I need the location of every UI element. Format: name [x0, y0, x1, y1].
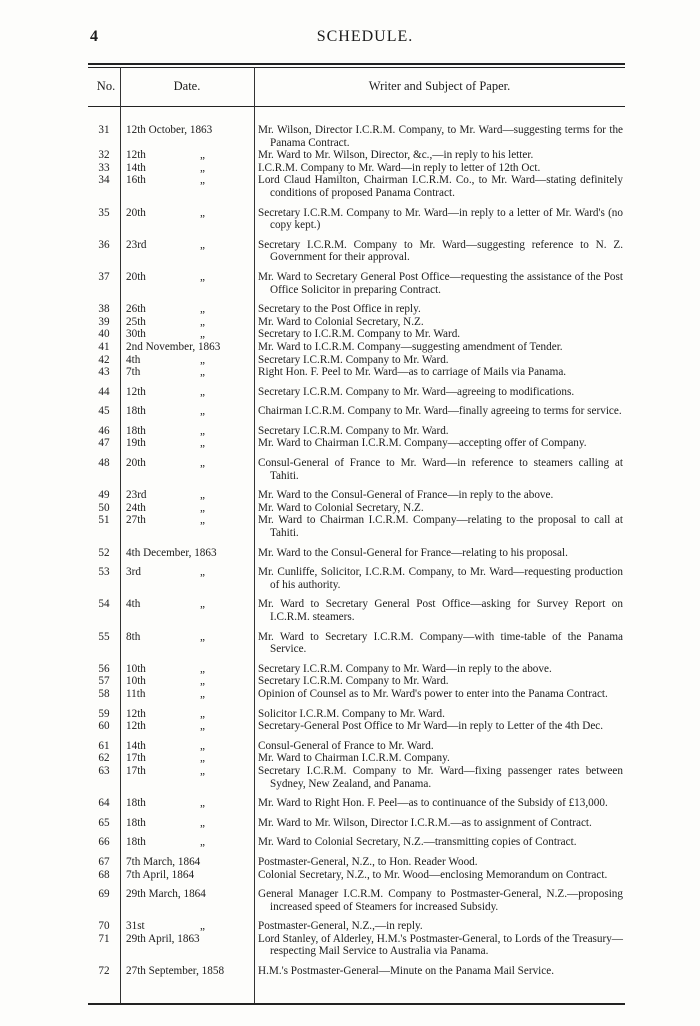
entry-subject: Mr. Ward to Colonial Secretary, N.Z. — [258, 315, 424, 328]
entry-date-text: 12th October, 1863 — [126, 124, 213, 136]
entry-date-text: 3rd — [126, 566, 141, 579]
entry-date-text: 12th — [126, 149, 146, 162]
schedule-entry — [88, 888, 625, 913]
entry-date — [120, 752, 254, 765]
schedule-entry — [88, 933, 625, 958]
entry-date — [120, 740, 254, 753]
entry-date — [120, 869, 254, 882]
schedule-entry — [88, 856, 625, 869]
schedule-entry — [88, 366, 625, 379]
entry-date — [120, 239, 254, 264]
entry-number: 35 — [98, 206, 110, 219]
entry-date-text: 19th — [126, 437, 146, 450]
entry-subject: Mr. Ward to Chairman I.C.R.M. Company. — [258, 752, 450, 765]
entry-subject: Chairman I.C.R.M. Company to Mr. Ward—finally agreeing to terms for service. — [258, 405, 622, 418]
entry-date — [120, 341, 254, 354]
entry-date-text: 20th — [126, 457, 146, 470]
ditto-mark: „ — [200, 161, 205, 174]
entry-number: 67 — [98, 855, 110, 868]
entry-date — [120, 933, 254, 958]
entry-date-text: 27th — [126, 514, 146, 527]
entry-subject: Mr. Ward to the Consul-General for France—relating to his proposal. — [258, 546, 568, 559]
entry-subject: Secretary I.C.R.M. Company to Mr. Ward. — [258, 353, 449, 366]
entry-number: 58 — [98, 687, 110, 700]
schedule-entry — [88, 174, 625, 199]
entry-date — [120, 489, 254, 502]
column-header-subject: Writer and Subject of Paper. — [368, 79, 511, 93]
entry-subject: Secretary I.C.R.M. Company to Mr. Ward—suggesting reference to N. Z. Government for their approval. — [258, 238, 623, 264]
entry-number: 45 — [98, 405, 110, 418]
entry-subject: I.C.R.M. Company to Mr. Ward—in reply to letter of 12th Oct. — [258, 161, 541, 174]
entry-number: 68 — [98, 868, 110, 881]
ditto-mark: „ — [200, 630, 205, 643]
ditto-mark: „ — [200, 405, 205, 418]
entry-date — [120, 888, 254, 913]
entry-date-text: 18th — [126, 797, 146, 810]
entry-date — [120, 797, 254, 810]
entry-date — [120, 514, 254, 539]
column-header-no: No. — [96, 79, 116, 93]
entry-date-text: 31st — [126, 920, 145, 933]
schedule-entry — [88, 514, 625, 539]
schedule-entry — [88, 566, 625, 591]
entry-number: 57 — [98, 675, 110, 688]
schedule-entry — [88, 405, 625, 418]
schedule-entry — [88, 149, 625, 162]
entry-date-text: 18th — [126, 816, 146, 829]
bottom-rule — [88, 1003, 625, 1005]
entry-date-text: 18th — [126, 836, 146, 849]
entry-date-text: 12th — [126, 385, 146, 398]
header-rule — [88, 106, 625, 107]
schedule-entry — [88, 740, 625, 753]
ditto-mark: „ — [200, 457, 205, 470]
ditto-mark: „ — [200, 303, 205, 316]
entry-date — [120, 920, 254, 933]
schedule-entry — [88, 502, 625, 515]
schedule-entry — [88, 631, 625, 656]
entry-subject: Mr. Ward to the Consul-General of France—in reply to the above. — [258, 489, 554, 502]
entry-subject: Postmaster-General, N.Z., to Hon. Reader Wood. — [258, 855, 478, 868]
entry-date — [120, 817, 254, 830]
schedule-entry — [88, 817, 625, 830]
entry-date — [120, 502, 254, 515]
entry-number: 54 — [98, 598, 110, 611]
entry-date-text: 14th — [126, 161, 146, 174]
entry-date-text: 2nd November, 1863 — [126, 340, 221, 353]
entry-number: 37 — [98, 270, 110, 283]
entry-date — [120, 149, 254, 162]
entry-subject: Mr. Ward to Colonial Secretary, N.Z.—transmitting copies of Contract. — [258, 836, 577, 849]
entry-date-text: 14th — [126, 739, 146, 752]
entry-date-text: 8th — [126, 630, 141, 643]
entry-date — [120, 271, 254, 296]
entry-date-text: 12th — [126, 707, 146, 720]
entry-subject: Secretary I.C.R.M. Company to Mr. Ward. — [258, 675, 449, 688]
entry-number: 70 — [98, 920, 110, 933]
schedule-entry — [88, 965, 625, 978]
entry-date — [120, 328, 254, 341]
entry-subject: Mr. Cunliffe, Solicitor, I.C.R.M. Company, to Mr. Ward—requesting production of his authority. — [258, 566, 623, 591]
schedule-entry — [88, 489, 625, 502]
entry-number: 51 — [98, 514, 110, 527]
entry-number: 64 — [98, 797, 110, 810]
entry-number: 66 — [98, 836, 110, 849]
entry-date — [120, 124, 254, 149]
entry-date-text: 10th — [126, 662, 146, 675]
entry-number: 49 — [98, 489, 110, 502]
ditto-mark: „ — [200, 174, 205, 187]
entry-date-text: 29th March, 1864 — [126, 888, 206, 901]
entry-number: 42 — [98, 353, 110, 366]
entry-subject: Secretary I.C.R.M. Company to Mr. Ward—agreeing to modifications. — [258, 385, 575, 398]
entry-date — [120, 708, 254, 721]
schedule-entry — [88, 239, 625, 264]
top-rule — [88, 63, 625, 65]
entry-number: 69 — [98, 888, 110, 901]
ditto-mark: „ — [200, 675, 205, 688]
schedule-entries — [88, 124, 625, 978]
entry-subject: Lord Claud Hamilton, Chairman I.C.R.M. Co., to Mr. Ward—stating definitely conditions of proposed Panama Contract. — [258, 174, 623, 199]
schedule-entry — [88, 354, 625, 367]
entry-number: 72 — [98, 965, 110, 978]
schedule-entry — [88, 437, 625, 450]
page-number: 4 — [90, 28, 98, 45]
schedule-entry — [88, 675, 625, 688]
entry-date — [120, 598, 254, 623]
entry-subject: Consul-General of France to Mr. Ward—in reference to steamers calling at Tahiti. — [258, 457, 623, 482]
entry-number: 63 — [98, 764, 110, 777]
entry-date — [120, 174, 254, 199]
entry-number: 38 — [98, 303, 110, 316]
schedule-entry — [88, 316, 625, 329]
entry-subject: Solicitor I.C.R.M. Company to Mr. Ward. — [258, 707, 445, 720]
ditto-mark: „ — [200, 366, 205, 379]
ditto-mark: „ — [200, 598, 205, 611]
entry-subject: Mr. Ward to Chairman I.C.R.M. Company—accepting offer of Company. — [258, 437, 587, 450]
entry-number: 40 — [98, 328, 110, 341]
schedule-entry — [88, 386, 625, 399]
schedule-entry — [88, 765, 625, 790]
schedule-entry — [88, 425, 625, 438]
entry-date-text: 18th — [126, 424, 146, 437]
entry-number: 48 — [98, 457, 110, 470]
ditto-mark: „ — [200, 720, 205, 733]
entry-subject: Consul-General of France to Mr. Ward. — [258, 739, 434, 752]
entry-subject: Mr. Ward to Colonial Secretary, N.Z. — [258, 501, 424, 514]
entry-number: 47 — [98, 437, 110, 450]
entry-subject: Postmaster-General, N.Z.,—in reply. — [258, 920, 423, 933]
ditto-mark: „ — [200, 315, 205, 328]
entry-date-text: 18th — [126, 405, 146, 418]
entry-date — [120, 856, 254, 869]
entry-subject: Lord Stanley, of Alderley, H.M.'s Postmaster-General, to Lords of the Treasury—respecting Mail Service to Australia via Panama. — [258, 932, 623, 958]
entry-date-text: 17th — [126, 752, 146, 765]
entry-number: 46 — [98, 424, 110, 437]
entry-date-text: 26th — [126, 303, 146, 316]
schedule-entry — [88, 328, 625, 341]
ditto-mark: „ — [200, 514, 205, 527]
ditto-mark: „ — [200, 566, 205, 579]
entry-date — [120, 547, 254, 560]
entry-subject: Secretary to the Post Office in reply. — [258, 303, 421, 316]
ditto-mark: „ — [200, 149, 205, 162]
entry-subject: Secretary to I.C.R.M. Company to Mr. Ward. — [258, 328, 461, 341]
ditto-mark: „ — [200, 385, 205, 398]
ditto-mark: „ — [200, 238, 205, 251]
entry-subject: Colonial Secretary, N.Z., to Mr. Wood—enclosing Memorandum on Contract. — [258, 868, 608, 881]
entry-date — [120, 425, 254, 438]
entry-date — [120, 965, 254, 978]
entry-date-text: 27th September, 1858 — [126, 965, 225, 978]
entry-subject: Mr. Ward to Chairman I.C.R.M. Company—relating to the proposal to call at Tahiti. — [258, 514, 623, 540]
entry-number: 53 — [98, 566, 110, 579]
entry-number: 39 — [98, 315, 110, 328]
ditto-mark: „ — [200, 424, 205, 437]
ditto-mark: „ — [200, 501, 205, 514]
entry-number: 59 — [98, 707, 110, 720]
entry-number: 60 — [98, 720, 110, 733]
ditto-mark: „ — [200, 739, 205, 752]
ditto-mark: „ — [200, 687, 205, 700]
entry-date-text: 23rd — [126, 238, 147, 251]
entry-date-text: 4th December, 1863 — [126, 546, 217, 559]
schedule-entry — [88, 663, 625, 676]
ditto-mark: „ — [200, 206, 205, 219]
entry-number: 36 — [98, 238, 110, 251]
entry-date — [120, 437, 254, 450]
schedule-entry — [88, 708, 625, 721]
schedule-entry — [88, 162, 625, 175]
ditto-mark: „ — [200, 707, 205, 720]
entry-date — [120, 207, 254, 232]
entry-number: 52 — [98, 546, 110, 559]
entry-subject: Secretary I.C.R.M. Company to Mr. Ward—in reply to the above. — [258, 662, 552, 675]
entry-subject: Secretary-General Post Office to Mr Ward—in reply to Letter of the 4th Dec. — [258, 720, 604, 733]
entry-date — [120, 366, 254, 379]
entry-date-text: 29th April, 1863 — [126, 932, 200, 945]
entry-date — [120, 720, 254, 733]
schedule-entry — [88, 547, 625, 560]
entry-subject: Secretary I.C.R.M. Company to Mr. Ward—in reply to a letter of Mr. Ward's (no copy kept.) — [258, 206, 623, 232]
entry-subject: Mr. Ward to I.C.R.M. Company—suggesting amendment of Tender. — [258, 340, 563, 353]
entry-subject: Mr. Ward to Mr. Wilson, Director I.C.R.M.—as to assignment of Contract. — [258, 816, 592, 829]
entry-subject: H.M.'s Postmaster-General—Minute on the Panama Mail Service. — [258, 965, 555, 978]
entry-number: 34 — [98, 174, 110, 187]
schedule-entry — [88, 720, 625, 733]
entry-date-text: 10th — [126, 675, 146, 688]
entry-date — [120, 663, 254, 676]
entry-date — [120, 386, 254, 399]
ditto-mark: „ — [200, 662, 205, 675]
entry-date — [120, 765, 254, 790]
entry-date-text: 20th — [126, 206, 146, 219]
schedule-entry — [88, 869, 625, 882]
entry-date-text: 4th — [126, 598, 141, 611]
entry-date-text: 24th — [126, 501, 146, 514]
top-rule-thin — [88, 67, 625, 68]
column-header-date: Date. — [173, 79, 201, 93]
entry-number: 55 — [98, 630, 110, 643]
entry-subject: Right Hon. F. Peel to Mr. Ward—as to carriage of Mails via Panama. — [258, 366, 567, 379]
entry-number: 43 — [98, 366, 110, 379]
entry-subject: Mr. Ward to Secretary I.C.R.M. Company—with time-table of the Panama Service. — [258, 630, 623, 656]
entry-date — [120, 162, 254, 175]
ditto-mark: „ — [200, 920, 205, 933]
entry-date-text: 4th — [126, 353, 141, 366]
ditto-mark: „ — [200, 797, 205, 810]
entry-date-text: 11th — [126, 687, 146, 700]
entry-date-text: 12th — [126, 720, 146, 733]
schedule-entry — [88, 207, 625, 232]
entry-subject: Mr. Ward to Mr. Wilson, Director, &c.,—in reply to his letter. — [258, 149, 534, 162]
entry-number: 31 — [98, 124, 110, 136]
entry-subject: General Manager I.C.R.M. Company to Postmaster-General, N.Z.—proposing increased speed of Steamers for increased Subsidy. — [258, 888, 623, 913]
entry-number: 71 — [98, 932, 110, 945]
entry-date-text: 23rd — [126, 489, 147, 502]
schedule-entry — [88, 457, 625, 482]
entry-date — [120, 354, 254, 367]
schedule-entry — [88, 271, 625, 296]
entry-date — [120, 631, 254, 656]
entry-subject: Secretary I.C.R.M. Company to Mr. Ward. — [258, 424, 449, 437]
ditto-mark: „ — [200, 752, 205, 765]
ditto-mark: „ — [200, 764, 205, 777]
schedule-entry — [88, 598, 625, 623]
ditto-mark: „ — [200, 353, 205, 366]
entry-date-text: 25th — [126, 315, 146, 328]
entry-subject: Opinion of Counsel as to Mr. Ward's power to enter into the Panama Contract. — [258, 687, 608, 700]
entry-number: 50 — [98, 501, 110, 514]
schedule-entry — [88, 341, 625, 354]
entry-date-text: 17th — [126, 764, 146, 777]
entry-subject: Secretary I.C.R.M. Company to Mr. Ward—fixing passenger rates between Sydney, New Zealand, and Panama. — [258, 764, 623, 790]
entry-date-text: 16th — [126, 174, 146, 187]
entry-number: 41 — [98, 340, 110, 353]
ditto-mark: „ — [200, 816, 205, 829]
entry-date — [120, 566, 254, 591]
ditto-mark: „ — [200, 489, 205, 502]
entry-date — [120, 316, 254, 329]
schedule-entry — [88, 920, 625, 933]
entry-number: 33 — [98, 161, 110, 174]
entry-date — [120, 303, 254, 316]
entry-number: 62 — [98, 752, 110, 765]
schedule-entry — [88, 836, 625, 849]
entry-number: 65 — [98, 816, 110, 829]
ditto-mark: „ — [200, 270, 205, 283]
entry-date — [120, 457, 254, 482]
entry-date — [120, 836, 254, 849]
entry-subject: Mr. Ward to Right Hon. F. Peel—as to continuance of the Subsidy of £13,000. — [258, 797, 608, 810]
ditto-mark: „ — [200, 836, 205, 849]
ditto-mark: „ — [200, 328, 205, 341]
entry-date — [120, 675, 254, 688]
entry-subject: Mr. Wilson, Director I.C.R.M. Company, to Mr. Ward—suggesting terms for the Panama Contract. — [258, 124, 623, 149]
entry-subject: Mr. Ward to Secretary General Post Office—requesting the assistance of the Post Office Solicitor in preparing Contract. — [258, 270, 623, 296]
ditto-mark: „ — [200, 437, 205, 450]
schedule-entry — [88, 688, 625, 701]
entry-date-text: 20th — [126, 270, 146, 283]
entry-date-text: 30th — [126, 328, 146, 341]
entry-number: 61 — [98, 739, 110, 752]
entry-date-text: 7th — [126, 366, 141, 379]
entry-number: 56 — [98, 662, 110, 675]
entry-number: 32 — [98, 149, 110, 162]
schedule-entry — [88, 752, 625, 765]
entry-date — [120, 688, 254, 701]
page-title: SCHEDULE. — [316, 28, 414, 45]
entry-date — [120, 405, 254, 418]
entry-number: 44 — [98, 385, 110, 398]
entry-subject: Mr. Ward to Secretary General Post Office—asking for Survey Report on I.C.R.M. steamers. — [258, 598, 623, 623]
entry-date-text: 7th March, 1864 — [126, 855, 201, 868]
schedule-entry — [88, 797, 625, 810]
schedule-entry — [88, 124, 625, 149]
entry-date-text: 7th April, 1864 — [126, 868, 195, 881]
schedule-entry — [88, 303, 625, 316]
